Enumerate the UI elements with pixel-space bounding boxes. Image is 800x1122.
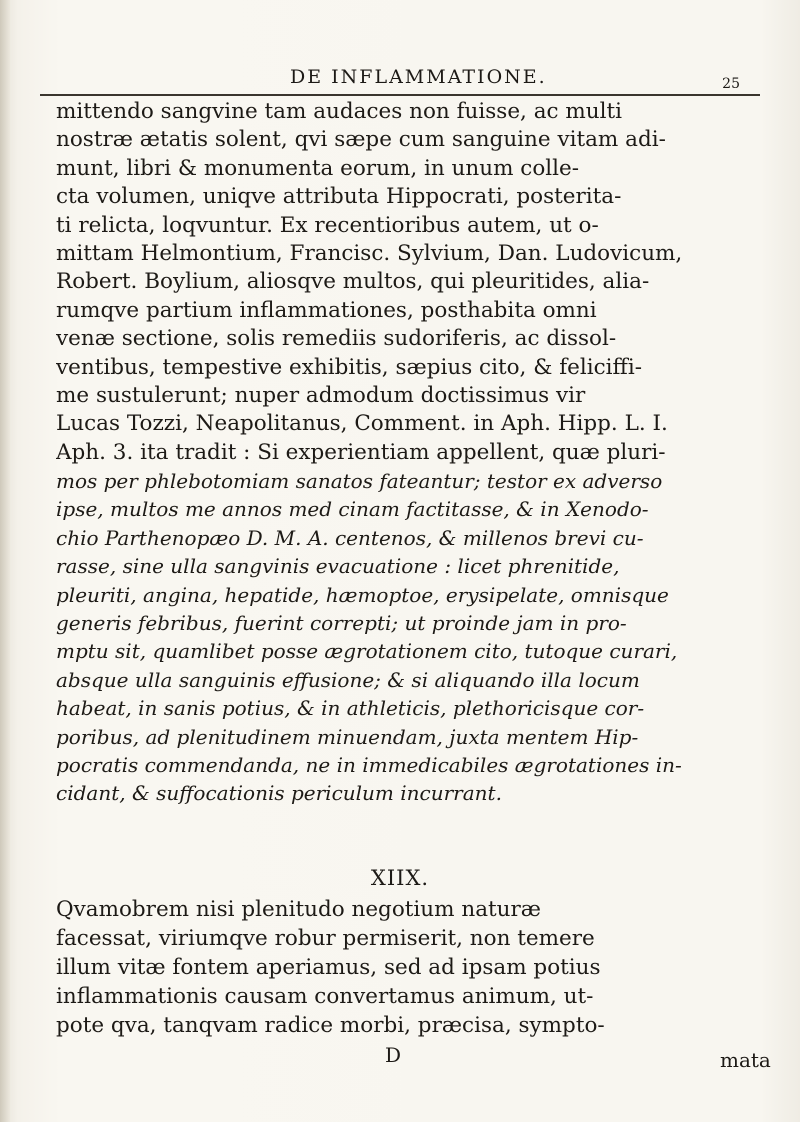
text-line: habeat, in sanis potius, & in athleticis, plethoricisque cor- (56, 696, 645, 721)
text-line: me sustulerunt; nuper admodum doctissimus vir (56, 382, 586, 408)
text-line: cta volumen, uniqve attributa Hippocrati, posterita- (56, 184, 622, 210)
text-line: mos per phlebotomiam sanatos fateantur; testor ex adverso (56, 469, 663, 494)
text-line: chio Parthenopæo D. M. A. centenos, & millenos brevi cu- (56, 525, 644, 550)
binding-edge (0, 0, 10, 1122)
text-line: rumqve partium inflammationes, posthabita omni (56, 297, 597, 323)
text-line: mittendo sangvine tam audaces non fuisse, ac multi (56, 99, 623, 124)
text-line: rasse, sine ulla sangvinis evacuatione : licet phrenitide, (56, 554, 620, 579)
text-line: mittam Helmontium, Francisc. Sylvium, Dan. Ludovicum, (56, 240, 683, 266)
text-line: absque ulla sanguinis effusione; & si aliquando illa locum (56, 667, 640, 692)
text-line: poribus, ad plenitudinem minuendam, juxta mentem Hip- (56, 724, 639, 749)
text-line: ipse, multos me annos med cinam factitasse, & in Xenodo- (56, 497, 649, 522)
section-number: XIIX. (370, 866, 430, 890)
text-line: Lucas Tozzi, Neapolitanus, Comment. in Aph. Hipp. L. I. (56, 411, 668, 437)
text-line: Aph. 3. ita tradit : Si experientiam appellent, quæ pluri- (56, 439, 666, 465)
signature-mark: D (385, 1043, 402, 1067)
running-title: DE INFLAMMATIONE. (290, 66, 547, 88)
text-line: pote qva, tanqvam radice morbi, præcisa, sympto- (56, 1013, 605, 1038)
text-line: munt, libri & monumenta eorum, in unum colle- (56, 155, 580, 181)
catchword: mata (720, 1048, 771, 1072)
text-line: venæ sectione, solis remediis sudoriferis, ac dissol- (56, 326, 617, 352)
text-line: pocratis commendanda, ne in immedicabiles ægrotationes in- (56, 752, 682, 777)
text-line: illum vitæ fontem aperiamus, sed ad ipsam potius (56, 955, 601, 980)
text-line: ti relicta, loqvuntur. Ex recentioribus autem, ut o- (56, 212, 599, 238)
page-number: 25 (722, 76, 740, 92)
text-line: facessat, viriumqve robur permiserit, non temere (56, 926, 595, 951)
text-line: cidant, & suffocationis periculum incurrant. (56, 781, 502, 806)
text-line: Robert. Boylium, aliosqve multos, qui pleuritides, alia- (56, 269, 650, 295)
header-rule (40, 94, 760, 96)
text-line: inflammationis causam convertamus animum, ut- (56, 984, 594, 1009)
text-line: mptu sit, quamlibet posse ægrotationem cito, tutoque curari, (56, 639, 678, 664)
second-paragraph (56, 895, 776, 1040)
running-head (40, 66, 740, 92)
text-line: pleuriti, angina, hepatide, hæmoptoe, erysipelate, omnisque (56, 582, 669, 607)
text-line: ventibus, tempestive exhibitis, sæpius cito, & feliciffi- (56, 354, 642, 380)
text-line: nostræ ætatis solent, qvi sæpe cum sanguine vitam adi- (56, 127, 666, 153)
body-text (56, 98, 776, 808)
text-line: generis febribus, fuerint correpti; ut proinde jam in pro- (56, 611, 627, 636)
text-line: Qvamobrem nisi plenitudo negotium naturæ (56, 897, 541, 922)
